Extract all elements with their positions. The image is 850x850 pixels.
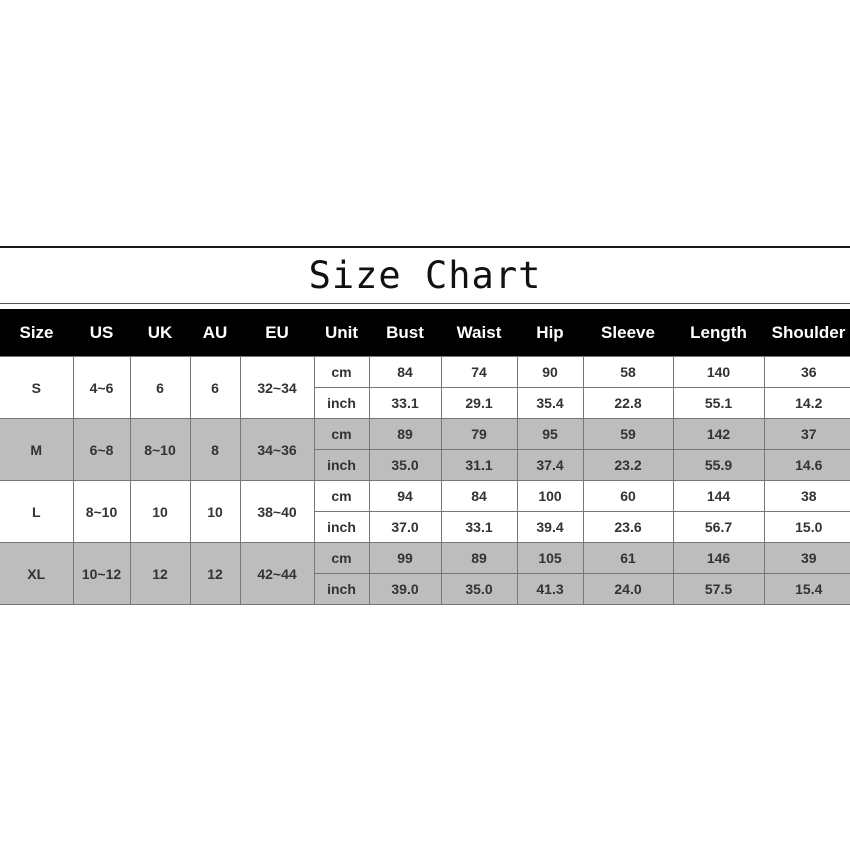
header-us: US (73, 309, 130, 357)
bust-cell: 39.0 (369, 574, 441, 605)
sleeve-cell: 59 (583, 419, 673, 450)
shoulder-cell: 15.0 (764, 512, 850, 543)
header-size: Size (0, 309, 73, 357)
bust-cell: 94 (369, 481, 441, 512)
au-cell: 6 (190, 357, 240, 419)
bust-cell: 35.0 (369, 450, 441, 481)
waist-cell: 31.1 (441, 450, 517, 481)
header-length: Length (673, 309, 764, 357)
sleeve-cell: 60 (583, 481, 673, 512)
header-au: AU (190, 309, 240, 357)
size-table (0, 309, 850, 605)
shoulder-cell: 38 (764, 481, 850, 512)
sleeve-cell: 24.0 (583, 574, 673, 605)
unit-cell: cm (314, 543, 369, 574)
table-row-s-cm (0, 357, 850, 388)
size-cell: L (0, 481, 73, 543)
unit-cell: inch (314, 574, 369, 605)
length-cell: 56.7 (673, 512, 764, 543)
header-uk: UK (130, 309, 190, 357)
length-cell: 140 (673, 357, 764, 388)
waist-cell: 84 (441, 481, 517, 512)
shoulder-cell: 37 (764, 419, 850, 450)
size-cell: M (0, 419, 73, 481)
hip-cell: 39.4 (517, 512, 583, 543)
header-shoulder: Shoulder (764, 309, 850, 357)
length-cell: 142 (673, 419, 764, 450)
us-cell: 4~6 (73, 357, 130, 419)
hip-cell: 100 (517, 481, 583, 512)
bust-cell: 33.1 (369, 388, 441, 419)
us-cell: 10~12 (73, 543, 130, 605)
eu-cell: 42~44 (240, 543, 314, 605)
length-cell: 144 (673, 481, 764, 512)
uk-cell: 8~10 (130, 419, 190, 481)
unit-cell: inch (314, 450, 369, 481)
uk-cell: 6 (130, 357, 190, 419)
header-hip: Hip (517, 309, 583, 357)
unit-cell: cm (314, 419, 369, 450)
shoulder-cell: 36 (764, 357, 850, 388)
chart-title: Size Chart (308, 254, 542, 297)
unit-cell: cm (314, 357, 369, 388)
size-chart (0, 246, 850, 605)
header-eu: EU (240, 309, 314, 357)
hip-cell: 95 (517, 419, 583, 450)
au-cell: 10 (190, 481, 240, 543)
shoulder-cell: 15.4 (764, 574, 850, 605)
au-cell: 12 (190, 543, 240, 605)
unit-cell: inch (314, 512, 369, 543)
waist-cell: 74 (441, 357, 517, 388)
sleeve-cell: 58 (583, 357, 673, 388)
bust-cell: 37.0 (369, 512, 441, 543)
unit-cell: cm (314, 481, 369, 512)
header-sleeve: Sleeve (583, 309, 673, 357)
uk-cell: 10 (130, 481, 190, 543)
shoulder-cell: 14.2 (764, 388, 850, 419)
shoulder-cell: 39 (764, 543, 850, 574)
waist-cell: 29.1 (441, 388, 517, 419)
sleeve-cell: 23.2 (583, 450, 673, 481)
bust-cell: 89 (369, 419, 441, 450)
eu-cell: 32~34 (240, 357, 314, 419)
table-row-m-cm (0, 419, 850, 450)
sleeve-cell: 23.6 (583, 512, 673, 543)
title-band (0, 248, 850, 304)
us-cell: 8~10 (73, 481, 130, 543)
table-row-xl-cm (0, 543, 850, 574)
length-cell: 57.5 (673, 574, 764, 605)
size-cell: XL (0, 543, 73, 605)
eu-cell: 38~40 (240, 481, 314, 543)
shoulder-cell: 14.6 (764, 450, 850, 481)
hip-cell: 105 (517, 543, 583, 574)
header-row (0, 309, 850, 357)
hip-cell: 90 (517, 357, 583, 388)
au-cell: 8 (190, 419, 240, 481)
hip-cell: 37.4 (517, 450, 583, 481)
bust-cell: 84 (369, 357, 441, 388)
waist-cell: 35.0 (441, 574, 517, 605)
length-cell: 55.9 (673, 450, 764, 481)
waist-cell: 79 (441, 419, 517, 450)
header-bust: Bust (369, 309, 441, 357)
bust-cell: 99 (369, 543, 441, 574)
eu-cell: 34~36 (240, 419, 314, 481)
table-row-l-cm (0, 481, 850, 512)
waist-cell: 33.1 (441, 512, 517, 543)
hip-cell: 41.3 (517, 574, 583, 605)
header-unit: Unit (314, 309, 369, 357)
waist-cell: 89 (441, 543, 517, 574)
unit-cell: inch (314, 388, 369, 419)
size-cell: S (0, 357, 73, 419)
sleeve-cell: 61 (583, 543, 673, 574)
us-cell: 6~8 (73, 419, 130, 481)
length-cell: 55.1 (673, 388, 764, 419)
length-cell: 146 (673, 543, 764, 574)
sleeve-cell: 22.8 (583, 388, 673, 419)
header-waist: Waist (441, 309, 517, 357)
uk-cell: 12 (130, 543, 190, 605)
hip-cell: 35.4 (517, 388, 583, 419)
